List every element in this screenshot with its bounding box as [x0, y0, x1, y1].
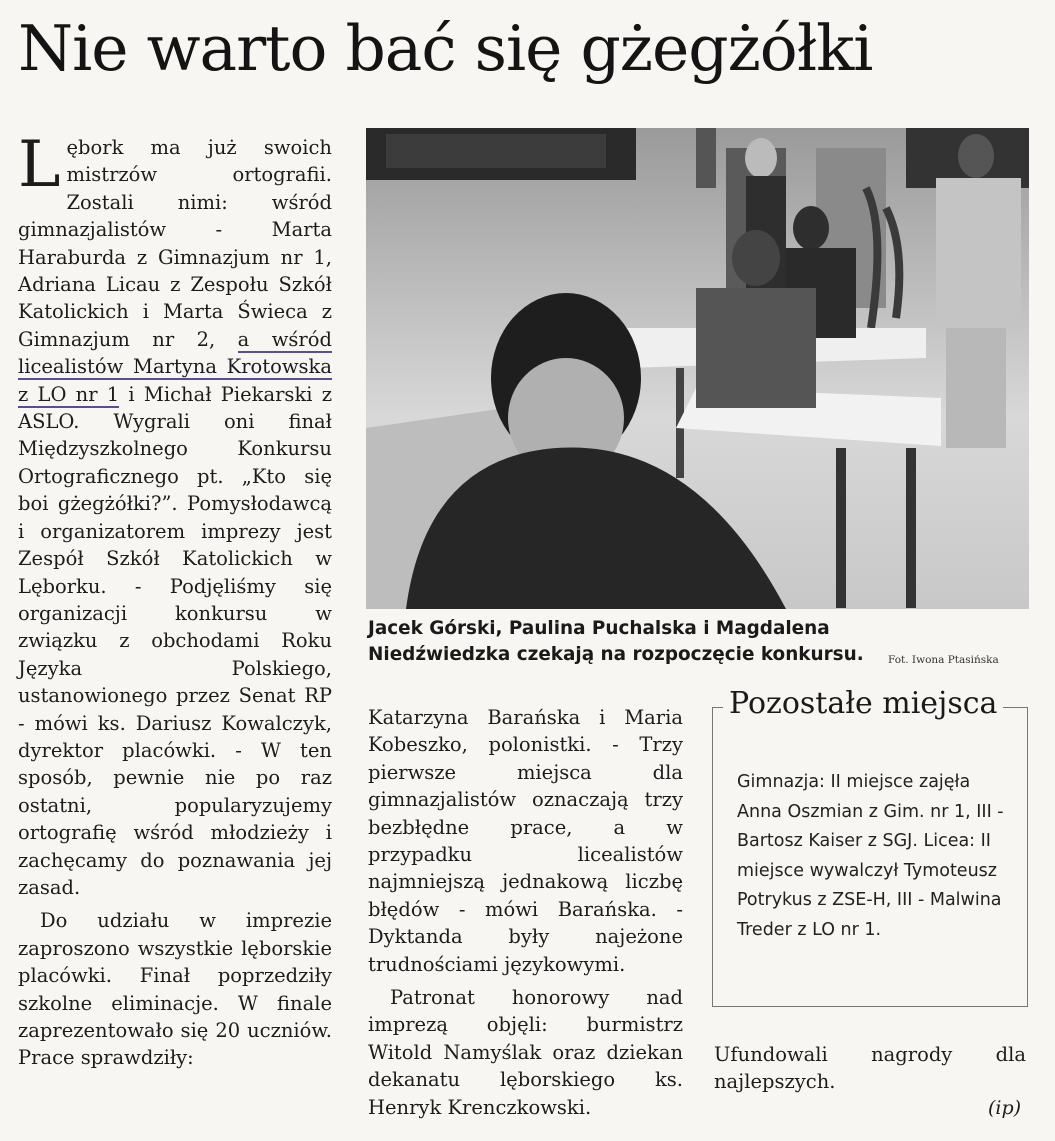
paragraph-4: Patronat honorowy nad imprezą objęli: burmistrz Witold Namyślak oraz dziekan dekanatu lęborskiego ks. Henryk Krenczkowski. [368, 986, 683, 1119]
photo-credit: Fot. Iwona Ptasińska [888, 654, 999, 666]
headline: Nie warto bać się gżegżółki [18, 12, 873, 85]
article-column-3: Ufundowali nagrody dla najlepszych. [714, 1043, 1026, 1094]
author-signature: (ip) [988, 1097, 1022, 1119]
sidebar-title: Pozostałe miejsca [723, 686, 1003, 722]
paragraph-2: Do udziału w imprezie zaproszono wszystkie lęborskie placówki. Finał poprzedziły szkolne eliminacje. W finale zaprezentowało się 20 uczniów. Prace sprawdziły: [18, 909, 332, 1070]
article-column-2 [368, 704, 683, 1121]
drop-cap: L [18, 128, 61, 202]
paragraph-3: Katarzyna Barańska i Maria Kobeszko, polonistki. - Trzy pierwsze miejsca dla gimnazjalistów oznaczają trzy bezbłędne prace, a w przypadku licealistów najmniejszą jednakową liczbę błędów - mówi Barańska. - Dyktanda były najeżone trudnościami językowymi. [368, 706, 683, 976]
photo-classroom [366, 128, 1029, 609]
photo-caption: Jacek Górski, Paulina Puchalska i Magdalena Niedźwiedzka czekają na rozpoczęcie konkursu. [368, 618, 864, 665]
underlined-text: a wśród licealistów Martyna Krotowska z LO nr 1 [18, 327, 332, 406]
paragraph-1-text-end: i Michał Piekarski z ASLO. Wygrali oni finał Międzyszkolnego Konkursu Ortograficznego pt. „Kto się boi gżegżółki?”. Pomysłodawcą i organizatorem imprezy jest Zespół Szkół Katolickich w Lęborku. - Podjęliśmy się organizacji konkursu w związku z obchodami Roku Języka Polskiego, ustanowionego przez Senat RP - mówi ks. Dariusz Kowalczyk, dyrektor placówki. - W ten sposób, pewnie nie po raz ostatni, popularyzujemy ortografię wśród młodzieży i zachęcamy do poznawania jej zasad. [18, 382, 333, 899]
paragraph-1-text: ębork ma już swoich mistrzów ortografii. Zostali nimi: wśród gimnazjalistów - Marta Haraburda z Gimnazjum nr 1, Adriana Licau z Zespołu Szkół Katolickich i Marta Świeca z Gimnazjum nr 2, [18, 136, 332, 351]
article-column-1 [18, 128, 333, 1072]
sidebar-box [712, 686, 1028, 1007]
sidebar-text: Gimnazja: II miejsce zajęła Anna Oszmian z Gim. nr 1, III - Bartosz Kaiser z SGJ. Licea: II miejsce wywalczył Tymoteusz Potrykus z ZSE-H, III - Malwina Treder z LO nr 1. [737, 772, 1004, 940]
paragraph-1 [18, 128, 333, 901]
